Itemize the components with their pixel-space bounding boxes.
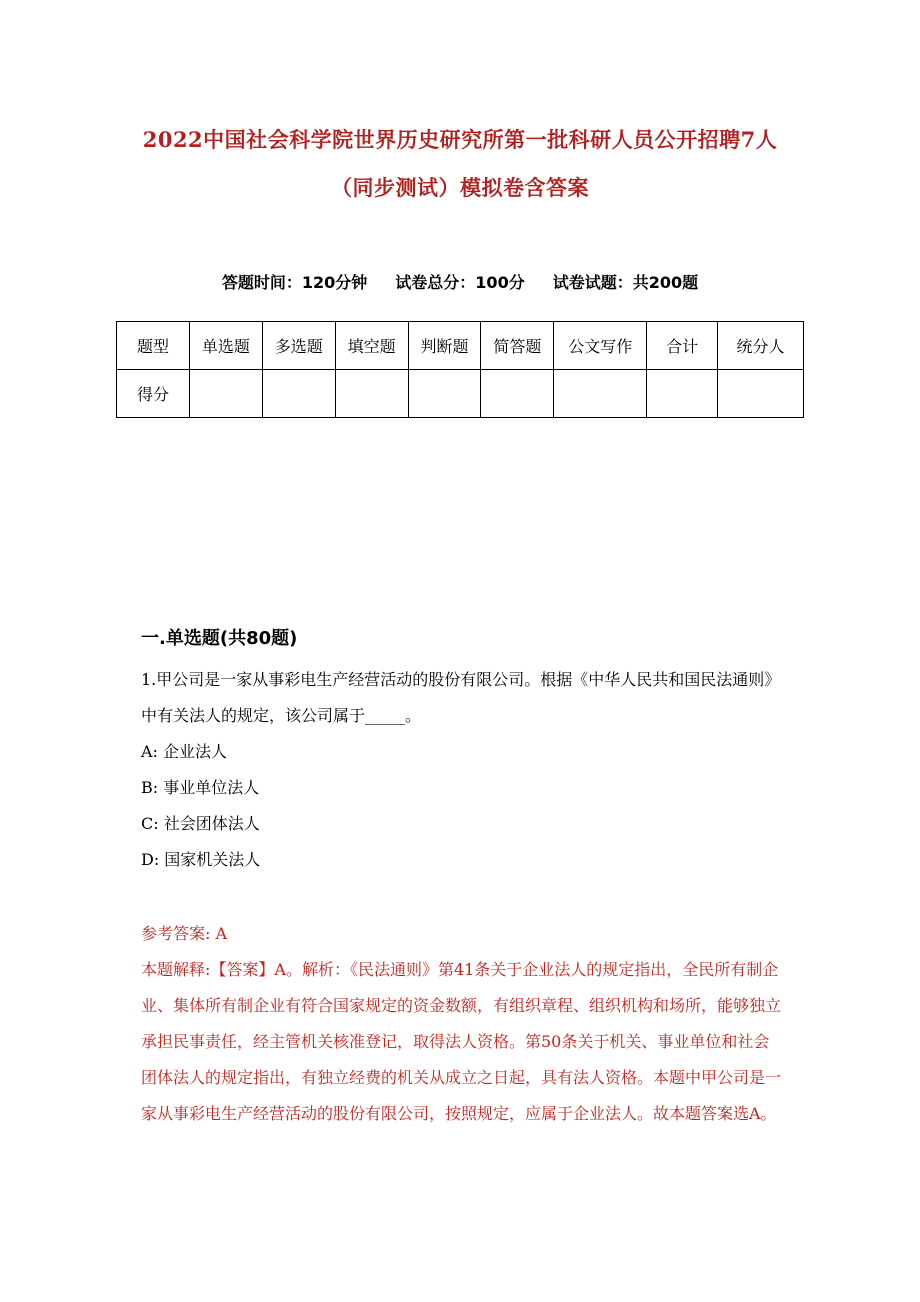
exam-total-score: 试卷总分：100分 [395, 273, 525, 292]
score-table-header-row [117, 322, 804, 370]
question-option-b: B: 事业单位法人 [141, 778, 260, 797]
score-table-header: 公文写作 [554, 322, 647, 370]
answer-explanation: 本题解释:【答案】A。解析：《民法通则》第41条关于企业法人的规定指出，全民所有制企业、集体所有制企业有符合国家规定的资金数额，有组织章程、组织机构和场所，能够独立承担民事责任，经主管机关核准登记，取得法人资格。第50条关于机关、事业单位和社会团体法人的规定指出，有独立经费的机关从成立之日起，具有法人资格。本题中甲公司是一家从事彩电生产经营活动的股份有限公司，按照规定，应属于企业法人。故本题答案选A。 [141, 960, 782, 1123]
document-title-line2: （同步测试）模拟卷含答案 [331, 175, 589, 200]
score-row-label: 得分 [117, 370, 190, 418]
question-stem: 1.甲公司是一家从事彩电生产经营活动的股份有限公司。根据《中华人民共和国民法通则》中有关法人的规定，该公司属于_____。 [141, 670, 781, 725]
score-cell [408, 370, 481, 418]
question-option-c: C: 社会团体法人 [141, 814, 260, 833]
reference-answer: 参考答案: A [141, 924, 228, 943]
score-table-header: 填空题 [335, 322, 408, 370]
score-cell [262, 370, 335, 418]
score-table-header: 单选题 [189, 322, 262, 370]
score-table-header: 多选题 [262, 322, 335, 370]
document-title-line1: 2022中国社会科学院世界历史研究所第一批科研人员公开招聘7人 [142, 127, 778, 152]
question-option-d: D: 国家机关法人 [141, 850, 261, 869]
score-cell [335, 370, 408, 418]
score-cell [189, 370, 262, 418]
score-cell [647, 370, 718, 418]
score-table-header: 题型 [117, 322, 190, 370]
question-option-a: A: 企业法人 [141, 742, 228, 761]
score-cell [718, 370, 804, 418]
score-table-header: 简答题 [481, 322, 554, 370]
score-table-score-row [117, 370, 804, 418]
score-cell [554, 370, 647, 418]
exam-meta [0, 270, 920, 293]
exam-question-count: 试卷试题：共200题 [552, 273, 699, 292]
section-heading: 一.单选题(共80题) [141, 628, 298, 649]
score-table [116, 321, 804, 418]
score-table-header: 判断题 [408, 322, 481, 370]
score-cell [481, 370, 554, 418]
score-table-header: 统分人 [718, 322, 804, 370]
score-table-header: 合计 [647, 322, 718, 370]
exam-time: 答题时间：120分钟 [221, 273, 368, 292]
